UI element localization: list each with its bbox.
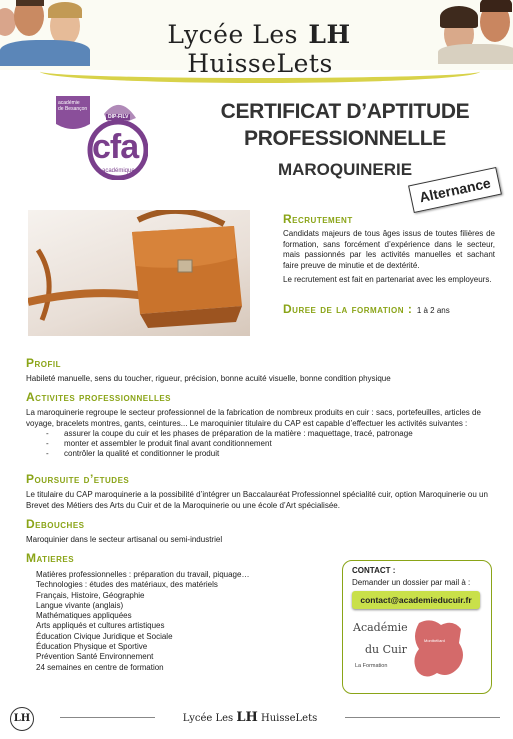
matieres-list [36, 570, 316, 673]
adc-stamp-text: Montbéliard [424, 638, 445, 643]
academique-text: académique [102, 168, 135, 174]
academie-du-cuir-logo [349, 615, 484, 685]
list-item: - assurer la coupe du cuir et les phases de préparation de la matière : maquettage, tracé, patronage [46, 429, 496, 439]
duree-heading: Duree de la formation : [283, 301, 413, 316]
people-photo-left [0, 0, 92, 60]
list-item: Éducation Physique et Sportive [36, 642, 148, 652]
list-item: - contrôler la qualité et conditionner le produit [46, 449, 496, 459]
contact-subtitle: Demander un dossier par mail à : [352, 578, 471, 587]
profil-text: Habileté manuelle, sens du toucher, rigueur, précision, bonne acuité visuelle, bonne condition physique [26, 374, 391, 383]
activites-text: La maroquinerie regroupe le secteur professionnel de la fabrication de nombreux produits en cuir : sacs, portefeuilles, articles de voyage, bracelets montres, gants, ceintures... Le maroquinier titulaire du CAP est capable d’effectuer les activités suivantes : [26, 408, 481, 428]
poursuite-heading: Poursuite d’etudes [26, 472, 130, 486]
list-item: Langue vivante (anglais) [36, 600, 124, 610]
document-title [200, 98, 490, 152]
profil-section [26, 356, 496, 385]
debouches-heading: Debouches [26, 517, 85, 531]
footer-logo-mark: LH [236, 710, 258, 725]
list-item: Mathématiques appliquées [36, 611, 132, 621]
contact-email-link[interactable]: contact@academieducuir.fr [352, 591, 480, 609]
matieres-heading: Matieres [26, 551, 75, 565]
people-photo-right [438, 0, 513, 60]
school-name-left: Lycée Les [167, 20, 298, 49]
activites-section [26, 390, 496, 459]
list-item: Technologies : études des matériaux, des matériels [36, 580, 218, 590]
debouches-section [26, 517, 496, 546]
list-item: Éducation Civique Juridique et Sociale [36, 631, 173, 641]
adc-line3: La Formation [355, 663, 388, 669]
alternance-badge: Alternance [408, 167, 502, 213]
academie-line2: de Besançon [58, 106, 88, 112]
recrutement-heading: Recrutement [283, 212, 353, 226]
academie-label [58, 100, 87, 112]
activites-heading: Activites professionnelles [26, 390, 172, 404]
school-logo-mark: LH [308, 20, 351, 49]
debouches-text: Maroquinier dans le secteur artisanal ou semi-industriel [26, 535, 223, 544]
cfa-text: cfa [92, 128, 139, 166]
school-name-right: HuisseLets [187, 49, 333, 78]
list-item: Matières professionnelles : préparation du travail, piquage… [36, 570, 250, 579]
leather-bag-photo [28, 210, 250, 336]
dip-badge: DIP-FILV [108, 114, 129, 120]
contact-header [352, 566, 482, 587]
activites-list [26, 429, 496, 459]
list-item: 24 semaines en centre de formation [36, 662, 164, 672]
profil-heading: Profil [26, 356, 61, 370]
footer-name-right: HuisseLets [260, 713, 318, 724]
recrutement-text: Candidats majeurs de tous âges issus de toutes filières de formation, sans forcément d’expérience dans le secteur, mais passionnés par les activités manuelles et sachant faire preuve de minutie et de dextérité. [283, 229, 495, 270]
list-item: Français, Histoire, Géographie [36, 590, 145, 600]
title-line1: CERTIFICAT D’APTITUDE [220, 100, 470, 123]
footer-name-left: Lycée Les [182, 713, 234, 724]
poursuite-text: Le titulaire du CAP maroquinerie a la possibilité d’intégrer un Baccalauréat Professionnel spécialité cuir, option Maroquinerie ou un Brevet des Métiers des Arts du Cuir et de la Maroquinerie ou une école d’Art spécialisée. [26, 490, 488, 510]
footer-circle-logo: LH [10, 707, 34, 731]
adc-line2: du Cuir [365, 643, 407, 656]
recrutement-partner-text: Le recrutement est fait en partenariat avec les employeurs. [283, 275, 492, 284]
academie-line1: académie [58, 100, 80, 106]
list-item: - monter et assembler le produit final avant conditionnement [46, 439, 496, 449]
list-item: Prévention Santé Environnement [36, 652, 154, 662]
title-line2: PROFESSIONNELLE [243, 127, 447, 150]
cfa-logo [48, 88, 148, 180]
footer-school-name [155, 709, 345, 727]
document-subtitle: MAROQUINERIE [277, 160, 413, 179]
adc-line1: Académie [353, 621, 408, 634]
poursuite-section [26, 472, 496, 511]
school-name [100, 20, 420, 78]
contact-title: CONTACT : [352, 566, 396, 575]
recrutement-section [283, 212, 495, 318]
duree-value: 1 à 2 ans [416, 305, 450, 315]
list-item: Arts appliqués et cultures artistiques [36, 621, 165, 631]
